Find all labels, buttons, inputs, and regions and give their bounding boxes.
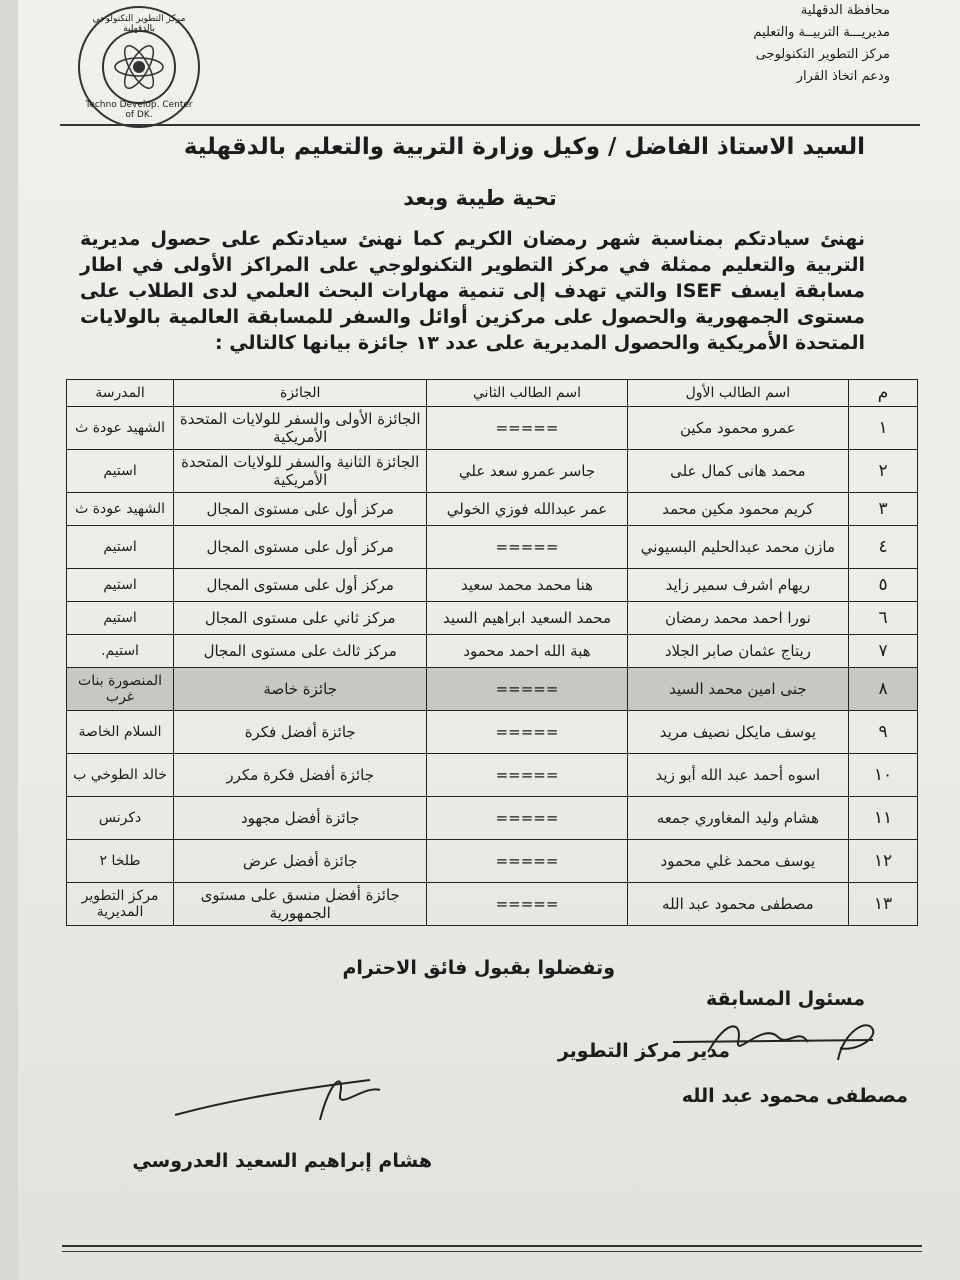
signature-left-name: هشام إبراهيم السعيد العدروسي	[132, 1150, 432, 1172]
second-student-name: هنا محمد محمد سعيد	[427, 569, 627, 602]
header-divider	[60, 124, 920, 126]
table-row	[67, 797, 918, 840]
table-row	[67, 493, 918, 526]
awards-table	[66, 379, 918, 926]
school-name: الشهيد عودة ث	[67, 493, 174, 526]
second-student-name: هبة الله احمد محمود	[427, 635, 627, 668]
school-name: خالد الطوخي ب	[67, 754, 174, 797]
table-row	[67, 840, 918, 883]
row-number: ١١	[849, 797, 918, 840]
header-prize: الجائزة	[174, 380, 427, 407]
letterhead-line: مركز التطوير التكنولوجى	[755, 47, 890, 62]
table-row	[67, 407, 918, 450]
atom-emblem-icon	[104, 32, 174, 102]
prize-name: جائزة أفضل مجهود	[174, 797, 427, 840]
letterhead	[640, 0, 890, 88]
row-number: ٥	[849, 569, 918, 602]
prize-name: جائزة أفضل منسق على مستوى الجمهورية	[174, 883, 427, 926]
school-name: مركز التطوير المديرية	[67, 883, 174, 926]
school-name: السلام الخاصة	[67, 711, 174, 754]
signature-right-title: مسئول المسابقة	[705, 988, 865, 1010]
school-name: استيم	[67, 569, 174, 602]
center-seal-icon	[78, 6, 200, 128]
school-name: المنصورة بنات غرب	[67, 668, 174, 711]
first-student-name: مازن محمد عبدالحليم البسيوني	[627, 526, 848, 569]
prize-name: مركز ثاني على مستوى المجال	[174, 602, 427, 635]
letter-body: نهنئ سيادتكم بمناسبة شهر رمضان الكريم كما نهنئ سيادتكم على حصول مديرية التربية والتعليم ممثلة في مركز التطوير التكنولوجي على المراكز الأولى في اطار مسابقة ايسف ISEF والتي تهدف إلى تنمية مهارات البحث العلمي لدى الطلاب على مستوى الجمهورية والحصول على مركزين أوائل والسفر للمسابقة العالمية بالولايات المتحدة الأمريكية والحصول المديرية على عدد ١٣ جائزة بيانها كالتالي :	[80, 228, 865, 354]
row-number: ٣	[849, 493, 918, 526]
signature-left-icon	[170, 1060, 400, 1130]
greeting-line: تحية طيبة وبعد	[403, 186, 557, 210]
row-number: ٦	[849, 602, 918, 635]
signature-left-title: مدير مركز التطوير	[557, 1040, 730, 1062]
row-number: ٧	[849, 635, 918, 668]
footer-divider	[62, 1245, 922, 1247]
prize-name: جائزة خاصة	[174, 668, 427, 711]
row-number: ٤	[849, 526, 918, 569]
table-row	[67, 450, 918, 493]
prize-name: الجائزة الأولى والسفر للولايات المتحدة الأمريكية	[174, 407, 427, 450]
school-name: الشهيد عودة ث	[67, 407, 174, 450]
first-student-name: يوسف محمد غلي محمود	[627, 840, 848, 883]
first-student-name: هشام وليد المغاوري جمعه	[627, 797, 848, 840]
table-row	[67, 711, 918, 754]
row-number: ٩	[849, 711, 918, 754]
header-number: م	[849, 380, 918, 407]
row-number: ١	[849, 407, 918, 450]
first-student-name: ريهام اشرف سمير زايد	[627, 569, 848, 602]
second-student-name: =====	[427, 797, 627, 840]
header-first-student: اسم الطالب الأول	[627, 380, 848, 407]
header-school: المدرسة	[67, 380, 174, 407]
table-row	[67, 754, 918, 797]
table-row	[67, 526, 918, 569]
row-number: ١٠	[849, 754, 918, 797]
table-row	[67, 883, 918, 926]
prize-name: الجائزة الثانية والسفر للولايات المتحدة الأمريكية	[174, 450, 427, 493]
row-number: ٢	[849, 450, 918, 493]
table-row	[67, 602, 918, 635]
school-name: استيم	[67, 450, 174, 493]
school-name: دكرنس	[67, 797, 174, 840]
prize-name: مركز أول على مستوى المجال	[174, 493, 427, 526]
letterhead-line: محافظة الدقهلية	[800, 3, 890, 18]
prize-name: جائزة أفضل فكرة مكرر	[174, 754, 427, 797]
first-student-name: جنى امين محمد السيد	[627, 668, 848, 711]
second-student-name: محمد السعيد ابراهيم السيد	[427, 602, 627, 635]
school-name: استيم.	[67, 635, 174, 668]
second-student-name: =====	[427, 668, 627, 711]
second-student-name: =====	[427, 883, 627, 926]
letterhead-line: ودعم اتخاذ القرار	[796, 69, 890, 84]
second-student-name: =====	[427, 754, 627, 797]
first-student-name: مصطفى محمود عبد الله	[627, 883, 848, 926]
row-number: ١٣	[849, 883, 918, 926]
second-student-name: =====	[427, 526, 627, 569]
school-name: استيم	[67, 602, 174, 635]
table-row	[67, 635, 918, 668]
seal-bottom-text: Techno Develop. Center of DK.	[85, 100, 193, 120]
second-student-name: جاسر عمرو سعد علي	[427, 450, 627, 493]
school-name: استيم	[67, 526, 174, 569]
seal-emblem	[102, 30, 176, 104]
first-student-name: اسوه أحمد عبد الله أبو زيد	[627, 754, 848, 797]
seal-top-text: مركز التطوير التكنولوجي بالدقهلية	[92, 14, 186, 34]
closing-line: وتفضلوا بقبول فائق الاحترام	[342, 957, 615, 979]
prize-name: مركز أول على مستوى المجال	[174, 569, 427, 602]
first-student-name: محمد هانى كمال على	[627, 450, 848, 493]
row-number: ١٢	[849, 840, 918, 883]
table-row	[67, 668, 918, 711]
first-student-name: عمرو محمود مكين	[627, 407, 848, 450]
signature-right-name: مصطفى محمود عبد الله	[681, 1085, 908, 1107]
second-student-name: عمر عبدالله فوزي الخولي	[427, 493, 627, 526]
table-header-row	[67, 380, 918, 407]
row-number: ٨	[849, 668, 918, 711]
addressee-line: السيد الاستاذ الفاضل / وكيل وزارة التربية والتعليم بالدقهلية	[183, 134, 865, 160]
first-student-name: نورا احمد محمد رمضان	[627, 602, 848, 635]
first-student-name: يوسف مايكل نصيف مريد	[627, 711, 848, 754]
school-name: طلخا ٢	[67, 840, 174, 883]
footer-divider-thin	[62, 1251, 922, 1252]
prize-name: مركز ثالث على مستوى المجال	[174, 635, 427, 668]
prize-name: جائزة أفضل عرض	[174, 840, 427, 883]
table-row	[67, 569, 918, 602]
first-student-name: ريتاج عثمان صابر الجلاد	[627, 635, 848, 668]
header-second-student: اسم الطالب الثاني	[427, 380, 627, 407]
second-student-name: =====	[427, 711, 627, 754]
first-student-name: كريم محمود مكين محمد	[627, 493, 848, 526]
prize-name: جائزة أفضل فكرة	[174, 711, 427, 754]
letterhead-line: مديريـــة التربيــة والتعليم	[753, 25, 890, 40]
second-student-name: =====	[427, 407, 627, 450]
second-student-name: =====	[427, 840, 627, 883]
prize-name: مركز أول على مستوى المجال	[174, 526, 427, 569]
